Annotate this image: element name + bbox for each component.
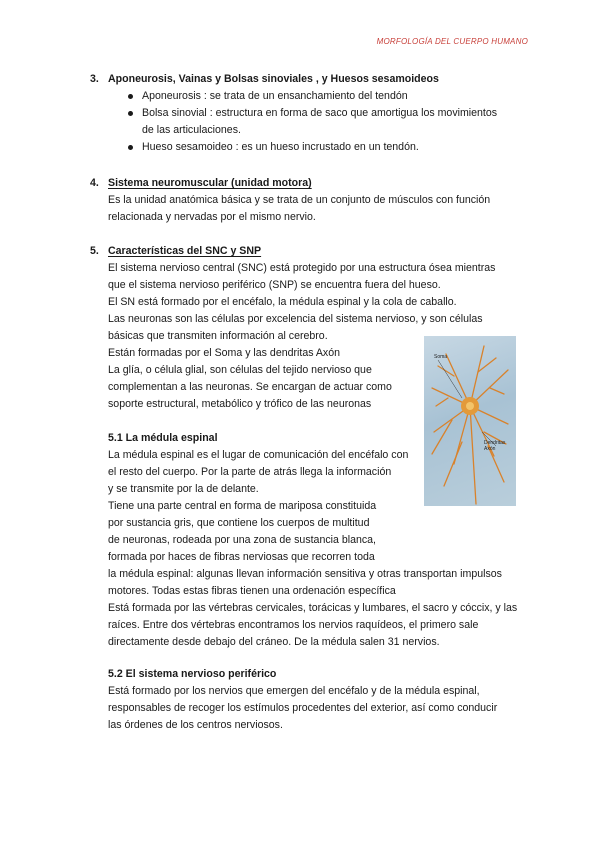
section-4-heading bbox=[90, 175, 540, 192]
text-line: Está formado por los nervios que emergen del encéfalo y de la médula espinal, bbox=[108, 685, 480, 697]
text-line: Está formada por las vértebras cervicales, torácicas y lumbares, el sacro y cóccix, y las bbox=[108, 602, 518, 614]
text-line: La médula espinal es el lugar de comunicación del encéfalo con bbox=[108, 449, 409, 461]
page-header: MORFOLOGÍA DEL CUERPO HUMANO bbox=[376, 37, 528, 46]
dendrites-label bbox=[484, 440, 505, 452]
text-line: El SN está formado por el encéfalo, la médula espinal y la cola de caballo. bbox=[108, 296, 457, 308]
text-line: Tiene una parte central en forma de mariposa constituida bbox=[108, 500, 377, 512]
text-line: motores. Todas estas fibras tienen una ordenación específica bbox=[108, 585, 396, 597]
bullet-text: de las articulaciones. bbox=[142, 124, 241, 136]
section-5-heading bbox=[90, 243, 540, 260]
text-line: Es la unidad anatómica básica y se trata de un conjunto de músculos con función bbox=[108, 194, 491, 206]
section-4-number: 4. bbox=[90, 177, 99, 189]
text-line: por sustancia gris, que contiene los cuerpos de multitud bbox=[108, 517, 370, 529]
text-line: de neuronas, rodeada por una zona de sustancia blanca, bbox=[108, 534, 376, 546]
text-line: básicas que transmiten información al cerebro. bbox=[108, 330, 328, 342]
section-4-title: Sistema neuromuscular (unidad motora) bbox=[108, 177, 312, 189]
section-4 bbox=[90, 175, 540, 226]
text-line: raíces. Entre dos vértebras encontramos los nervios raquídeos, el primero sale bbox=[108, 619, 479, 631]
text-line: Las neuronas son las células por excelencia del sistema nervioso, y son células bbox=[108, 313, 483, 325]
text-line: La glía, o célula glial, son células del tejido nervioso que bbox=[108, 364, 372, 376]
text-line: Están formadas por el Soma y las dendritas Axón bbox=[108, 347, 341, 359]
axon-label-text: Axón bbox=[484, 446, 496, 452]
section-5-1-title: 5.1 La médula espinal bbox=[108, 432, 218, 444]
dendrites-label-text: Dendritas bbox=[484, 440, 506, 446]
section-3-bullet-list bbox=[90, 88, 540, 156]
section-5-number: 5. bbox=[90, 245, 99, 257]
text-line: directamente desde debajo del cráneo. De la médula salen 31 nervios. bbox=[108, 636, 440, 648]
neuron-illustration bbox=[424, 336, 516, 506]
list-item bbox=[142, 105, 540, 139]
neuron-drawing bbox=[424, 336, 516, 506]
text-line: la médula espinal: algunas llevan información sensitiva y otras transportan impulsos bbox=[108, 568, 502, 580]
bullet-text: Hueso sesamoideo : es un hueso incrustado en un tendón. bbox=[142, 141, 419, 153]
text-line: El sistema nervioso central (SNC) está protegido por una estructura ósea mientras bbox=[108, 262, 496, 274]
text-line: y se transmite por la de delante. bbox=[108, 483, 259, 495]
section-4-body bbox=[90, 192, 540, 226]
text-line: complementan a las neuronas. Se encargan de actuar como bbox=[108, 381, 392, 393]
list-item bbox=[142, 88, 540, 105]
section-3-title: Aponeurosis, Vainas y Bolsas sinoviales , y Huesos sesamoideos bbox=[108, 73, 439, 85]
section-5-2-body bbox=[90, 683, 540, 734]
section-5-2 bbox=[90, 666, 540, 734]
text-line: las órdenes de los centros nerviosos. bbox=[108, 719, 283, 731]
section-3-heading bbox=[90, 71, 540, 88]
soma-label: Soma bbox=[434, 354, 448, 360]
bullet-text: Aponeurosis : se trata de un ensanchamiento del tendón bbox=[142, 90, 408, 102]
section-3 bbox=[90, 71, 540, 156]
section-3-number: 3. bbox=[90, 73, 99, 85]
section-5-title: Características del SNC y SNP bbox=[108, 245, 262, 257]
bullet-text: Bolsa sinovial : estructura en forma de saco que amortigua los movimientos bbox=[142, 107, 498, 119]
text-line: relacionada y nervadas por el mismo nervio. bbox=[108, 211, 316, 223]
text-line: formada por haces de fibras nerviosas que recorren toda bbox=[108, 551, 375, 563]
text-line: responsables de recoger los estímulos procedentes del exterior, así como conducir bbox=[108, 702, 498, 714]
list-item bbox=[142, 139, 540, 156]
text-line: el resto del cuerpo. Por la parte de atrás llega la información bbox=[108, 466, 392, 478]
text-line: soporte estructural, metabólico y trófico de las neuronas bbox=[108, 398, 372, 410]
text-line: que el sistema nervioso periférico (SNP) se encuentra fuera del hueso. bbox=[108, 279, 441, 291]
section-5-2-title: 5.2 El sistema nervioso periférico bbox=[108, 668, 277, 680]
